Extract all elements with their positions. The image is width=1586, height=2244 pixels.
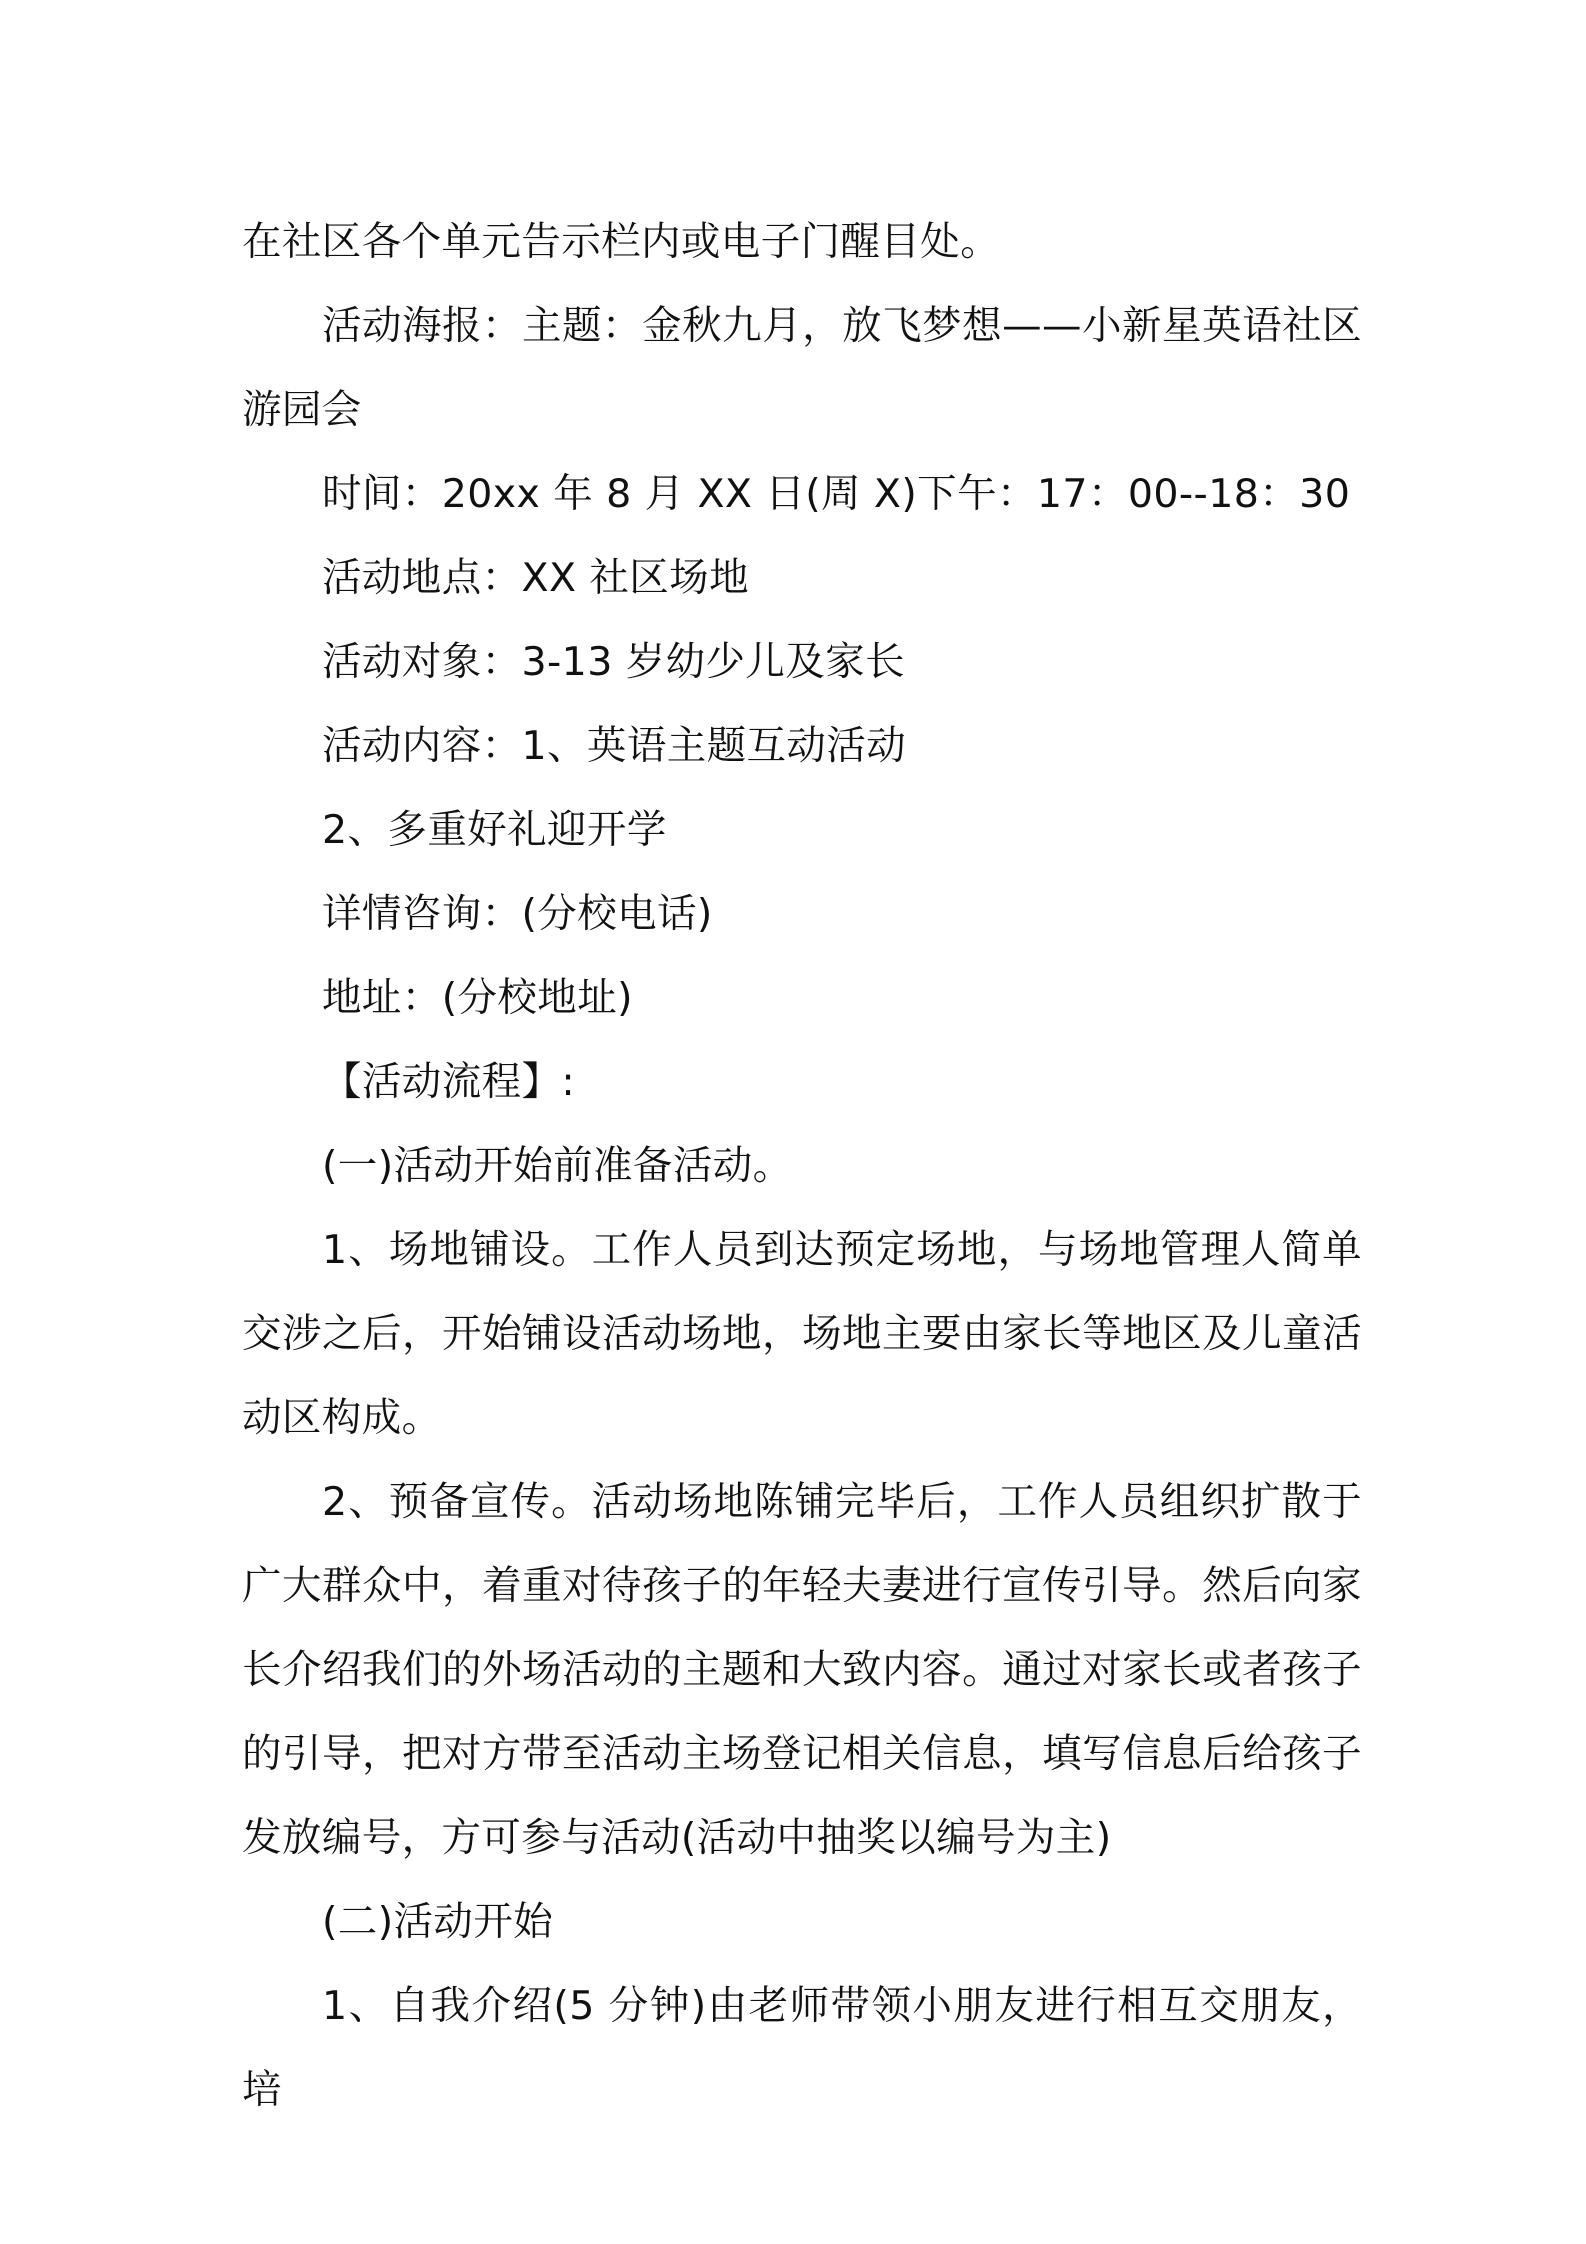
paragraph-poster-theme: 活动海报：主题：金秋九月，放飞梦想——小新星英语社区游园会	[242, 303, 1362, 433]
paragraph-address: 地址：(分校地址)	[322, 975, 633, 1021]
paragraph-event-audience: 活动对象：3-13 岁幼少儿及家长	[322, 639, 906, 685]
paragraph-event-content-1: 活动内容：1、英语主题互动活动	[322, 723, 907, 769]
paragraph-event-content-2: 2、多重好礼迎开学	[322, 807, 667, 853]
paragraph-notice-location: 在社区各个单元告示栏内或电子门醒目处。	[242, 219, 1001, 265]
paragraph-event-time: 时间：20xx 年 8 月 XX 日(周 X)下午：17：00--18：30	[322, 471, 1351, 517]
section-heading-process: 【活动流程】:	[322, 1059, 576, 1105]
subsection-heading-preparation: (一)活动开始前准备活动。	[322, 1143, 793, 1189]
paragraph-event-venue: 活动地点：XX 社区场地	[322, 555, 749, 601]
subsection-heading-start: (二)活动开始	[322, 1899, 554, 1945]
paragraph-promotion: 2、预备宣传。活动场地陈铺完毕后，工作人员组织扩散于广大群众中，着重对待孩子的年轻夫妻进行宣传引导。然后向家长介绍我们的外场活动的主题和大致内容。通过对家长或者孩子的引导，把对方带至活动主场登记相关信息，填写信息后给孩子发放编号，方可参与活动(活动中抽奖以编号为主)	[242, 1479, 1362, 1861]
paragraph-inquiry: 详情咨询：(分校电话)	[322, 891, 713, 937]
paragraph-self-intro: 1、自我介绍(5 分钟)由老师带领小朋友进行相互交朋友，培	[242, 1983, 1362, 2113]
document-body	[242, 200, 1362, 2132]
paragraph-venue-setup: 1、场地铺设。工作人员到达预定场地，与场地管理人简单交涉之后，开始铺设活动场地，场地主要由家长等地区及儿童活动区构成。	[242, 1227, 1362, 1441]
